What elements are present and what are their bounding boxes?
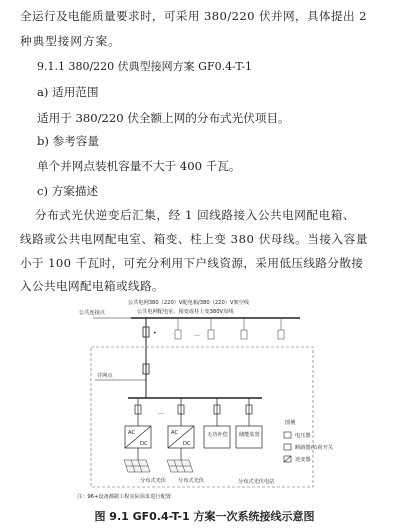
subheading-scope: a) 适用范围 [37,85,99,99]
ac-label: AC [128,430,136,436]
subheading-description: c) 方案描述 [37,184,99,198]
figure-note: 注：96+设备都据工程实际需求进行配置 [77,494,171,500]
figure-caption: 图 9.1 GF0.4-T-1 方案一次系统接线示意图 [94,510,315,523]
pv-label: 分布式光伏 [178,478,204,484]
paragraph-line: 种典型接网方案。 [20,34,121,48]
branch-reactive-compensation [204,398,230,448]
svg-text:逆变器: 逆变器 [295,457,311,463]
paragraph-line: 单个并网点装机容量不大于 400 千瓦。 [37,159,241,173]
top-feeders [175,318,284,339]
paragraph-line: 全运行及电能质量要求时，可采用 380/220 伏并网，具体提出 2 [20,9,367,23]
svg-text:断路器/负荷开关: 断路器/负荷开关 [295,445,334,451]
paragraph-line: 小于 100 千瓦时，可充分利用下户线资源，采用低压线路分散接 [20,256,364,270]
public-connection-label: 公共连接点 [79,310,105,316]
ellipsis-lower: … [158,409,164,416]
ac-label: AC [171,430,179,436]
svg-text:电压器: 电压器 [295,433,311,439]
ellipsis-top: … [194,331,200,338]
branch-inverter-2 [168,398,194,460]
branch-storage [236,398,262,448]
storage-label: 储能装置 [239,432,260,438]
branch-inverter-1 [125,398,151,460]
legend [284,418,333,463]
pv-panel-icon [167,460,193,472]
paragraph-line: 入公共电网配电箱或线路。 [20,279,164,293]
subheading-capacity: b) 参考容量 [37,134,100,148]
station-boundary [91,347,313,487]
dc-label: DC [140,441,148,447]
top-label-1: 公共电网380（220）V配电箱/380（220）V架空线 [128,300,250,306]
pv-panel-icon [124,460,150,472]
paragraph-line: 分布式光伏逆变后汇集，经 1 回线路接入公共电网配电箱、 [35,208,355,222]
pv-label: 分布式光伏 [140,478,166,484]
paragraph-line: 适用于 380/220 伏全额上网的分布式光伏项目。 [37,111,290,125]
dc-label: DC [183,441,191,447]
station-label: 分布式光伏电站 [238,479,275,485]
svg-text:图例: 图例 [285,420,296,426]
paragraph-line: 线路或公共电网配电室、箱变、柱上变 380 伏母线。当接入容量 [20,232,368,246]
grid-point-label: 并网点 [97,373,113,379]
top-label-2: 公共电网配电室、箱变或柱上变380V母线 [137,309,234,315]
feeder-mark: • [153,330,157,337]
reactive-compensation-label: 无功补偿 [207,432,228,438]
section-heading: 9.1.1 380/220 伏典型接网方案 GF0.4-T-1 [37,60,253,73]
